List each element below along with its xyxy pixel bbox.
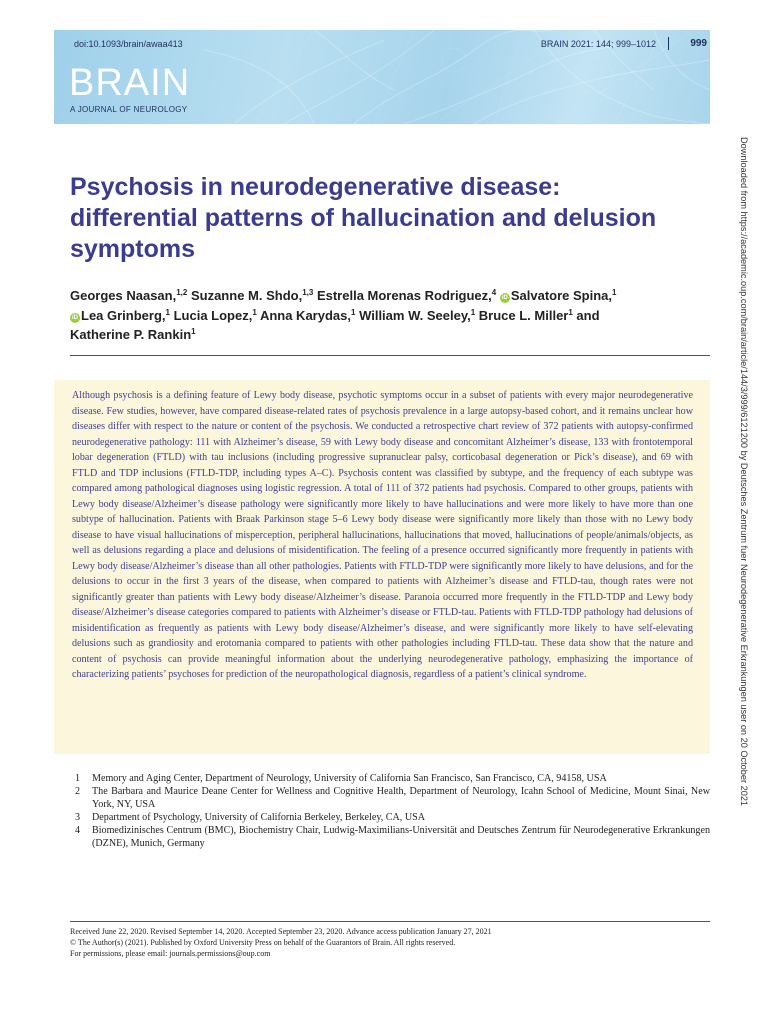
author-name: Lea Grinberg, — [81, 307, 166, 323]
author-affiliation-ref: 1 — [350, 307, 356, 317]
affiliation-text: Biomedizinisches Centrum (BMC), Biochemistry Chair, Ludwig-Maximilians-Universität and Deutsches Zentrum für Neurodegenerative Erkrankungen (DZNE), Munich, Germany — [92, 825, 710, 849]
permissions[interactable]: For permissions, please email: journals.permissions@oup.com — [70, 949, 271, 958]
divider — [70, 921, 710, 922]
journal-banner — [54, 30, 710, 124]
doi[interactable]: doi:10.1093/brain/awaa413 — [74, 39, 183, 49]
author-name: Anna Karydas, — [259, 307, 351, 323]
author-affiliation-ref: 1 — [470, 307, 476, 317]
article-title: Psychosis in neurodegenerative disease: differential patterns of hallucination and delusion symptoms — [70, 173, 657, 263]
author[interactable] — [500, 288, 617, 303]
affiliation-number: 2 — [75, 786, 81, 797]
affiliation-item — [75, 772, 710, 785]
journal-subtitle: A JOURNAL OF NEUROLOGY — [70, 105, 188, 114]
author-name: Salvatore Spina, — [510, 288, 613, 303]
divider — [70, 355, 710, 356]
affiliation-number: 3 — [75, 812, 81, 823]
author[interactable] — [260, 308, 356, 323]
received-dates: Received June 22, 2020. Revised September 14, 2020. Accepted September 23, 2020. Advance access publication January 27, 2021 — [70, 927, 492, 936]
author[interactable] — [479, 308, 600, 323]
author-name: Katherine P. Rankin — [70, 327, 192, 342]
page-number: 999 — [690, 38, 707, 49]
download-note: Downloaded from https://academic.oup.com/brain/article/144/3/999/6121200 by Deutsches Zentrum fuer Neurodegenerative Erkrankungen user on 20 October 2021 — [739, 137, 749, 807]
author-affiliation-ref: 1 — [252, 307, 257, 317]
affiliation-item — [75, 824, 710, 850]
author-name: Bruce L. Miller — [478, 307, 569, 323]
affiliation-text: Memory and Aging Center, Department of Neurology, University of California San Francisco, San Francisco, CA, 94158, USA — [92, 773, 607, 784]
author-affiliation-ref: 1 — [165, 307, 170, 317]
author-affiliation-ref: 1 — [612, 288, 617, 297]
publication-footer — [70, 926, 710, 959]
header-divider — [668, 37, 669, 50]
copyright: © The Author(s) (2021). Published by Oxford University Press on behalf of the Guarantors of Brain. All rights reserved. — [70, 938, 456, 947]
author-name: Georges Naasan, — [70, 288, 177, 303]
affiliation-item — [75, 785, 710, 811]
author-affiliation-ref: 4 — [491, 288, 497, 297]
author[interactable] — [191, 288, 313, 303]
author-affiliation-ref: 1,3 — [302, 288, 314, 297]
author[interactable] — [70, 288, 187, 303]
author-conjunction: and — [572, 307, 600, 323]
author[interactable] — [359, 308, 475, 323]
affiliation-text: Department of Psychology, University of California Berkeley, Berkeley, CA, USA — [92, 812, 426, 823]
journal-logo: BRAIN — [69, 62, 191, 104]
orcid-icon[interactable]: iD — [501, 295, 508, 301]
abstract-text: Although psychosis is a defining feature of Lewy body disease, psychotic symptoms occur in a subset of patients with every major neurodegenerative disease. Few studies, however, have compared disease-related rates of psychosis prevalence in a large autopsy-based cohort, and it remains unclear how diseases differ with respect to the nature or content of the psychosis. We conducted a retrospective chart review of 372 patients with autopsy-confirmed neurodegenerative pathology: 111 with Alzheimer’s disease, 59 with Lewy body disease and concomitant Alzheimer’s disease, 133 with frontotemporal lobar degeneration (FTLD) with tau inclusions (including progressive supranuclear palsy, corticobasal degeneration or Pick’s disease), and 69 with FTLD and TDP inclusions (FTLD-TDP, including types A–C). Psychosis content was classified by subtype, and the frequency of each subtype was compared among pathological diagnoses using logistic regression. A total of 111 of 372 patients had psychosis. Compared to other groups, patients with Lewy body disease/Alzheimer’s disease pathology were significantly more likely to have hallucinations and were more likely to have more than one subtype of hallucination. Patients with Braak Parkinson stage 5–6 Lewy body disease were significantly more likely than those with no Lewy body disease to have visual hallucinations of misperception, peripheral hallucinations, hallucinations that moved, hallucinations of people/animals/objects, as well as delusions regarding a place and delusions of misidentification. The feeling of a presence occurred significantly more frequently in patients with Lewy body disease/Alzheimer’s disease than all other pathologies. Patients with FTLD-TDP were significantly more likely to have delusions, and for the delusions to occur in the first 3 years of the disease, when compared to patients with Alzheimer’s disease and FTLD-tau, though rates were not significantly greater than patients with Lewy body disease/Alzheimer’s disease. Paranoia occurred more frequently in the FTLD-TDP and Lewy body disease/Alzheimer’s disease categories compared to patients with Alzheimer’s disease or FTLD-tau. Patients with FTLD-TDP pathology had delusions of misidentification as frequently as patients with Lewy body disease/Alzheimer’s disease, and were significantly more likely to have self-elevating delusions such as grandiosity and erotomania compared to patients with other pathologies including FTLD-tau. These data show that the nature and content of psychosis can provide meaningful information about the underlying neurodegenerative pathology, emphasizing the importance of characterizing patients’ psychoses for prediction of the neuropathological diagnosis, regardless of a patient’s clinical syndrome. — [72, 390, 693, 680]
abstract — [54, 380, 710, 754]
author-affiliation-ref: 1 — [191, 327, 196, 336]
affiliation-number: 1 — [75, 773, 81, 784]
author-name: Estrella Morenas Rodriguez, — [316, 288, 492, 303]
orcid-icon[interactable]: iD — [72, 314, 78, 321]
author-list — [70, 286, 710, 345]
affiliation-item — [75, 811, 710, 824]
citation: BRAIN 2021: 144; 999–1012 — [540, 39, 656, 49]
affiliation-number: 4 — [75, 825, 81, 836]
author-name: Suzanne M. Shdo, — [190, 288, 303, 303]
author[interactable] — [317, 288, 496, 303]
author-name: Lucia Lopez, — [173, 307, 253, 323]
author-affiliation-ref: 1 — [568, 307, 573, 317]
author-name: William W. Seeley, — [359, 307, 471, 323]
author-affiliation-ref: 1,2 — [176, 288, 188, 297]
author[interactable] — [70, 308, 170, 323]
author[interactable] — [174, 308, 257, 323]
author[interactable] — [70, 327, 196, 342]
affiliation-text: The Barbara and Maurice Deane Center for Wellness and Cognitive Health, Department of Neurology, Icahn School of Medicine, Mount Sinai, New York, NY, USA — [92, 786, 710, 810]
affiliations — [75, 772, 710, 850]
